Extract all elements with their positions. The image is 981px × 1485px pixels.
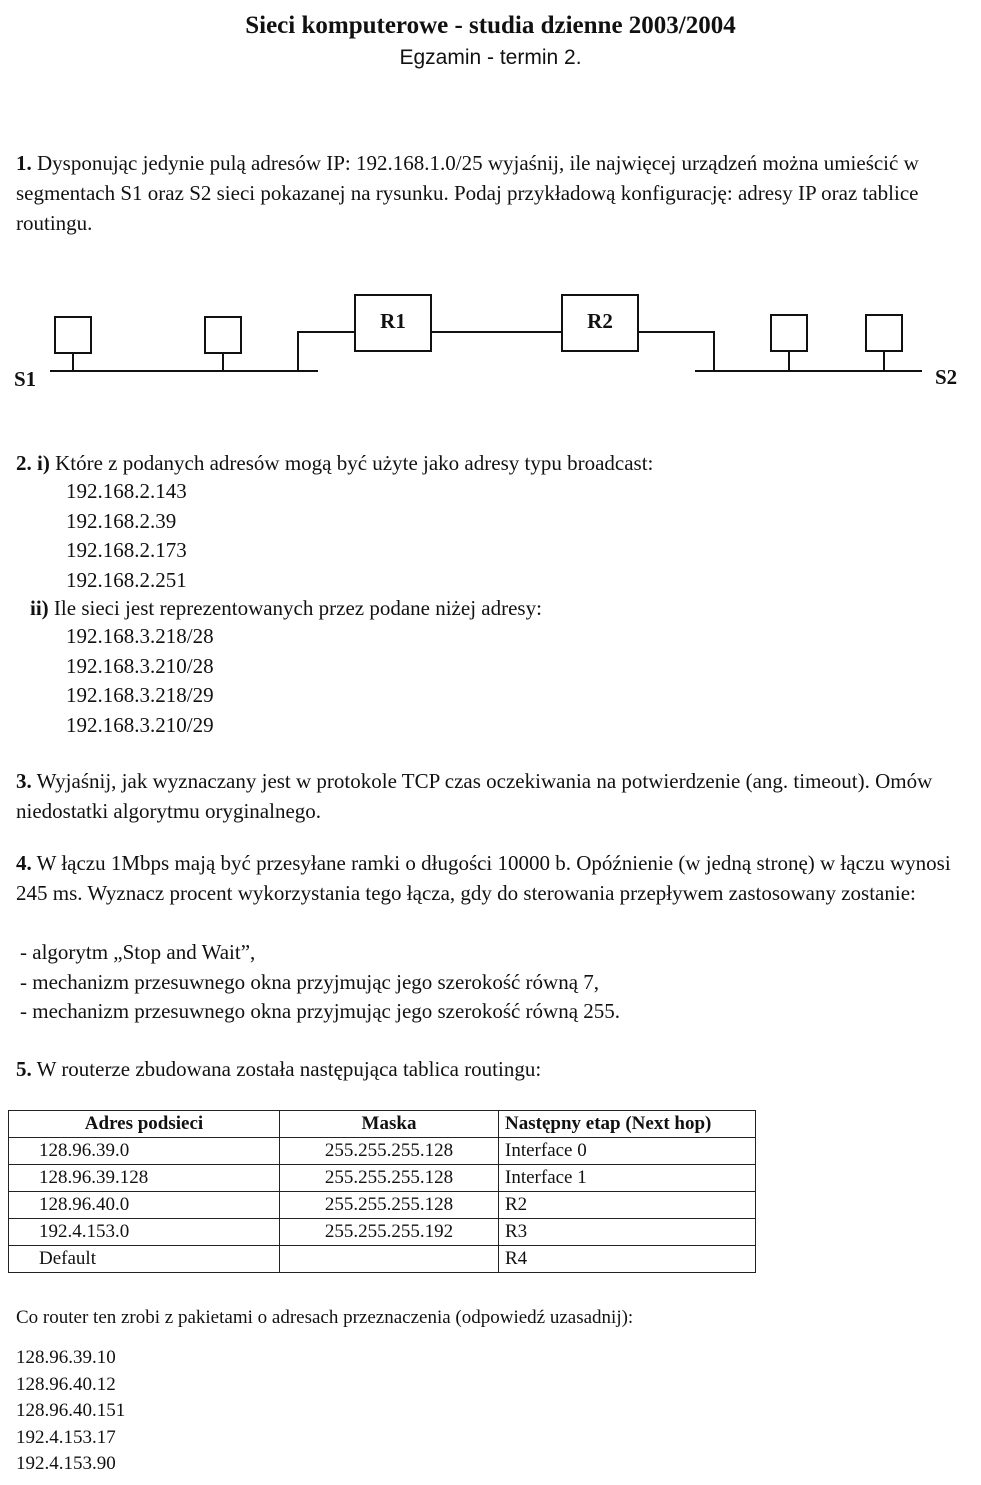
- cell-mask: 255.255.255.128: [280, 1138, 499, 1165]
- question-text: W routerze zbudowana została następująca tablica routingu:: [36, 1057, 542, 1081]
- cell-subnet: 128.96.39.128: [9, 1165, 280, 1192]
- host-s1-1: [55, 317, 91, 353]
- question-2: [16, 448, 966, 478]
- flow-control-list: [20, 938, 970, 1027]
- question-3: [16, 766, 966, 826]
- list-item: 192.168.3.218/29: [66, 683, 214, 707]
- segment-s2-label: S2: [935, 365, 958, 389]
- broadcast-address-list: [66, 477, 187, 595]
- link-r2-s2: [638, 332, 714, 371]
- question-2-part-ii: [30, 593, 980, 623]
- cell-mask: [280, 1246, 499, 1273]
- cell-mask: 255.255.255.192: [280, 1219, 499, 1246]
- table-header-row: [9, 1111, 756, 1138]
- list-item: 192.168.2.251: [66, 567, 187, 592]
- question-number: 3.: [16, 769, 32, 793]
- cell-subnet: 192.4.153.0: [9, 1219, 280, 1246]
- destination-address-list: [16, 1345, 125, 1478]
- list-item: 192.168.3.210/29: [66, 712, 214, 737]
- cell-mask: 255.255.255.128: [280, 1192, 499, 1219]
- question-number: 1.: [16, 151, 32, 175]
- cell-subnet: 128.96.40.0: [9, 1192, 280, 1219]
- segment-s1-label: S1: [14, 367, 37, 391]
- host-s2-2: [866, 315, 902, 351]
- cell-next-hop: R2: [499, 1192, 756, 1219]
- list-item: 192.168.2.143: [66, 479, 187, 503]
- link-s1-r1: [298, 332, 355, 371]
- table-row: [9, 1165, 756, 1192]
- question-text: Wyjaśnij, jak wyznaczany jest w protokole TCP czas oczekiwania na potwierdzenie (ang. timeout). Omów niedostatki algorytmu oryginalnego.: [16, 769, 933, 823]
- column-header-next-hop: Następny etap (Next hop): [499, 1111, 756, 1138]
- list-item: 128.96.40.12: [16, 1373, 116, 1395]
- list-item: 128.96.39.10: [16, 1347, 116, 1368]
- question-1: [16, 148, 966, 238]
- part-ii-label: ii): [30, 596, 49, 620]
- question-text: Dysponując jedynie pulą adresów IP: 192.168.1.0/25 wyjaśnij, ile najwięcej urządzeń można umieścić w segmentach S1 oraz S2 sieci pokazanej na rysunku. Podaj przykładową konfigurację: adresy IP oraz tablice routingu.: [16, 151, 919, 235]
- table-row: [9, 1192, 756, 1219]
- list-item: 128.96.40.151: [16, 1400, 126, 1421]
- list-item: - mechanizm przesuwnego okna przyjmując jego szerokość równą 255.: [20, 999, 621, 1023]
- list-item: 192.4.153.17: [16, 1426, 116, 1448]
- part-i-text: Które z podanych adresów mogą być użyte jako adresy typu broadcast:: [55, 451, 654, 475]
- cell-next-hop: Interface 1: [499, 1165, 756, 1192]
- cell-next-hop: R4: [499, 1246, 756, 1273]
- list-item: 192.168.2.39: [66, 508, 177, 533]
- routing-table: [8, 1110, 756, 1273]
- list-item: 192.4.153.90: [16, 1453, 116, 1474]
- question-number: 5.: [16, 1057, 32, 1081]
- network-address-list: [66, 622, 214, 740]
- table-row: [9, 1246, 756, 1273]
- cell-next-hop: Interface 0: [499, 1138, 756, 1165]
- cell-mask: 255.255.255.128: [280, 1165, 499, 1192]
- host-s2-1: [771, 315, 807, 351]
- routing-question: Co router ten zrobi z pakietami o adresach przeznaczenia (odpowiedź uzasadnij):: [16, 1307, 634, 1328]
- cell-next-hop: R3: [499, 1219, 756, 1246]
- list-item: - algorytm „Stop and Wait”,: [20, 940, 256, 964]
- cell-subnet: Default: [9, 1246, 280, 1273]
- router-r2-label: R2: [587, 309, 613, 333]
- document-title: Sieci komputerowe - studia dzienne 2003/2004: [245, 12, 736, 39]
- question-text: W łączu 1Mbps mają być przesyłane ramki o długości 10000 b. Opóźnienie (w jedną stronę) w łączu wynosi 245 ms. Wyznacz procent wykorzystania tego łącza, gdy do sterowania przepływem zastosowany zostanie:: [16, 851, 951, 905]
- question-5: [16, 1054, 966, 1084]
- table-row: [9, 1219, 756, 1246]
- list-item: - mechanizm przesuwnego okna przyjmując jego szerokość równą 7,: [20, 969, 600, 994]
- column-header-mask: Maska: [280, 1111, 499, 1138]
- part-i-label: i): [37, 451, 50, 475]
- table-row: [9, 1138, 756, 1165]
- question-4: [16, 848, 966, 908]
- list-item: 192.168.3.218/28: [66, 624, 214, 648]
- document-subtitle: Egzamin - termin 2.: [399, 46, 582, 69]
- list-item: 192.168.2.173: [66, 538, 187, 562]
- list-item: 192.168.3.210/28: [66, 653, 214, 678]
- network-diagram: [0, 285, 981, 395]
- host-s1-2: [205, 317, 241, 353]
- cell-subnet: 128.96.39.0: [9, 1138, 280, 1165]
- question-number: 2.: [16, 451, 32, 475]
- column-header-subnet: Adres podsieci: [9, 1111, 280, 1138]
- question-number: 4.: [16, 851, 32, 875]
- part-ii-text: Ile sieci jest reprezentowanych przez podane niżej adresy:: [53, 596, 542, 620]
- router-r1-label: R1: [380, 309, 406, 333]
